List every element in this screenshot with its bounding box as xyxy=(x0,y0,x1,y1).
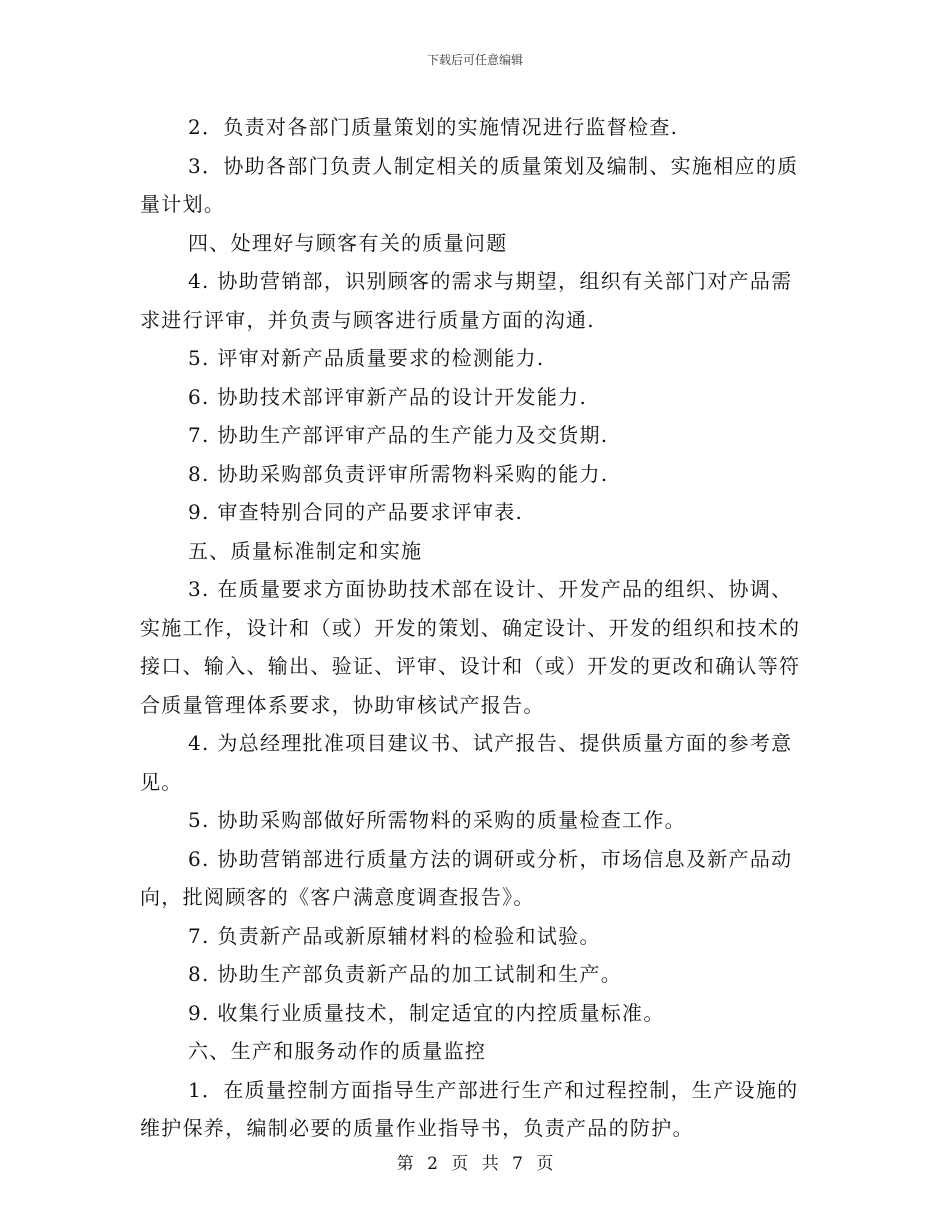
paragraph-4: 5. 评审对新产品质量要求的检测能力. xyxy=(188,346,545,370)
paragraph-15: 9. 收集行业质量技术，制定适宜的内控质量标准。 xyxy=(188,1000,665,1025)
paragraph-3: 4. 协助营销部，识别顾客的需求与期望，组织有关部门对产品需求进行评审，并负责与顾客进行质量方面的沟通. xyxy=(140,269,793,332)
paragraph-16: 1．在质量控制方面指导生产部进行生产和过程控制，生产设施的维护保养，编制必要的质量作业指导书，负责产品的防护。 xyxy=(140,1077,799,1140)
paragraph-2: 3．协助各部门负责人制定相关的质量策划及编制、实施相应的质量计划。 xyxy=(140,153,799,216)
page-footer xyxy=(0,1153,950,1175)
section-heading-6: 六、生产和服务动作的质量监控 xyxy=(188,1039,487,1063)
footer-mid1: 页 xyxy=(451,1154,469,1174)
footer-prefix: 第 xyxy=(396,1154,414,1174)
paragraph-7: 8. 协助采购部负责评审所需物料采购的能力. xyxy=(188,461,609,486)
paragraph-9: 3. 在质量要求方面协助技术部在设计、开发产品的组织、协调、实施工作，设计和（或）开发的策划、确定设计、开发的组织和技术的接口、输入、输出、验证、评审、设计和（或）开发的更改和确认等符合质量管理体系要求，协助审核试产报告。 xyxy=(140,577,801,717)
header-text: 下载后可任意编辑 xyxy=(426,53,523,67)
paragraph-11: 5. 协助采购部做好所需物料的采购的质量检查工作。 xyxy=(188,808,686,832)
paragraph-8: 9. 审查特别合同的产品要求评审表. xyxy=(188,500,524,524)
paragraph-5: 6. 协助技术部评审新产品的设计开发能力. xyxy=(188,384,588,409)
document-body xyxy=(140,108,812,1148)
paragraph-14: 8. 协助生产部负责新产品的加工试制和生产。 xyxy=(188,962,623,986)
paragraph-10: 4. 为总经理批准项目建议书、试产报告、提供质量方面的参考意见。 xyxy=(140,731,793,794)
footer-total-pages: 7 xyxy=(512,1154,523,1174)
page-header xyxy=(0,52,950,68)
footer-suffix: 页 xyxy=(536,1154,554,1174)
footer-current-page: 2 xyxy=(427,1154,438,1174)
section-heading-5: 五、质量标准制定和实施 xyxy=(188,538,423,563)
paragraph-13: 7. 负责新产品或新原辅材料的检验和试验。 xyxy=(188,923,601,948)
paragraph-6: 7. 协助生产部评审产品的生产能力及交货期. xyxy=(188,423,609,447)
footer-mid2: 共 xyxy=(481,1154,499,1174)
paragraph-12: 6. 协助营销部进行质量方法的调研或分析，市场信息及新产品动向，批阅顾客的《客户满意度调查报告》。 xyxy=(140,846,793,909)
paragraph-1: 2．负责对各部门质量策划的实施情况进行监督检查. xyxy=(188,115,679,139)
section-heading-4: 四、处理好与顾客有关的质量问题 xyxy=(188,230,508,255)
